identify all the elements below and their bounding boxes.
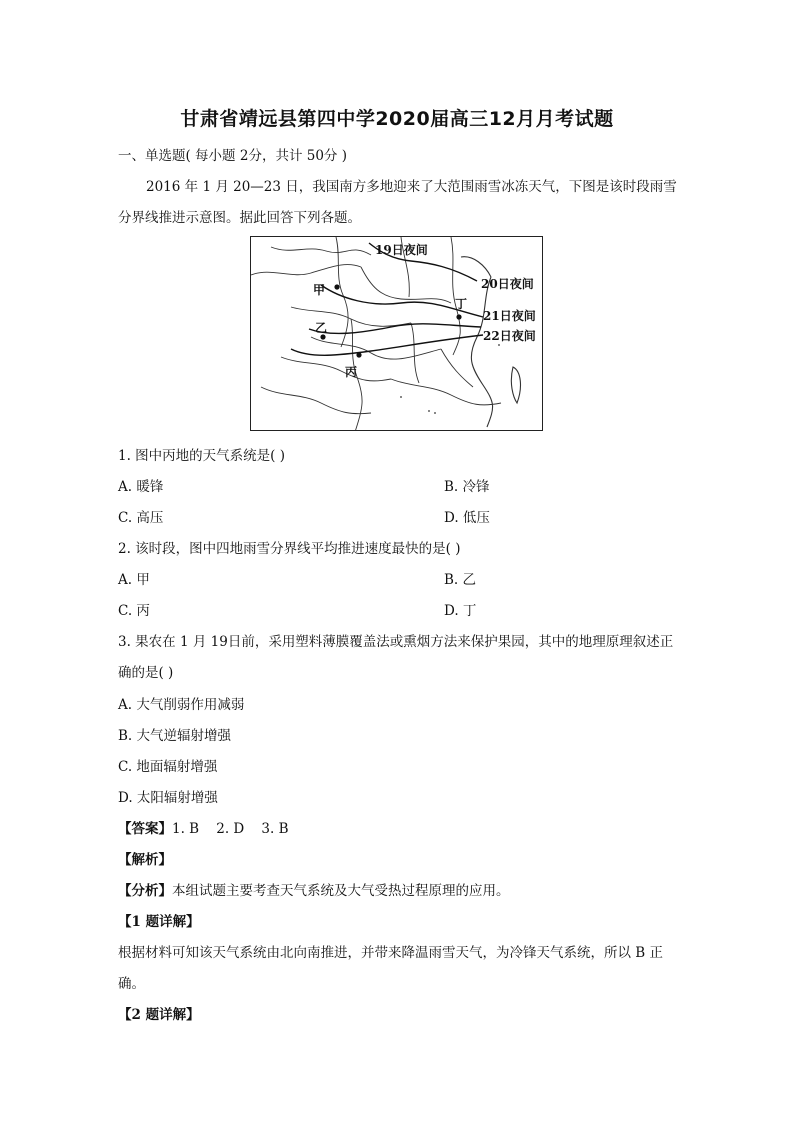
map-label-jia: 甲	[313, 283, 326, 297]
rain-snow-boundary-map	[250, 236, 543, 431]
question-1-option-a: A. 暖锋	[118, 479, 164, 495]
question-3-option-d: D. 太阳辐射增强	[118, 790, 218, 806]
question-3-stem: 3. 果农在 1 月 19日前，采用塑料薄膜覆盖法或熏烟方法来保护果园，其中的地理原理叙述正确的是( )	[118, 634, 674, 681]
map-label-21: 21日夜间	[483, 309, 536, 323]
section-heading: 一、单选题( 每小题 2分，共计 50分 )	[118, 148, 347, 164]
fenxi-tag: 【分析】	[118, 883, 172, 899]
question-2-option-b: B. 乙	[444, 572, 477, 588]
answer-text: 1. B 2. D 3. B	[172, 821, 289, 837]
question-3-option-c: C. 地面辐射增强	[118, 759, 218, 775]
detail-1-heading: 【1 题详解】	[118, 914, 200, 930]
detail-1-text: 根据材料可知该天气系统由北向南推进，并带来降温雨雪天气，为冷锋天气系统，所以 B 正确。	[118, 945, 664, 992]
analysis-heading: 【解析】	[118, 852, 172, 868]
fenxi-text: 本组试题主要考查天气系统及大气受热过程原理的应用。	[172, 883, 510, 899]
fenxi-line	[118, 881, 510, 901]
question-1-stem: 1. 图中丙地的天气系统是( )	[118, 448, 285, 464]
question-3-option-b: B. 大气逆辐射增强	[118, 728, 232, 744]
question-1-option-b: B. 冷锋	[444, 479, 490, 495]
page-title: 甘肃省靖远县第四中学2020届高三12月月考试题	[180, 108, 614, 130]
map-label-19: 19日夜间	[375, 243, 428, 257]
question-2-stem: 2. 该时段，图中四地雨雪分界线平均推进速度最快的是( )	[118, 541, 461, 557]
map-label-20: 20日夜间	[481, 277, 534, 291]
map-label-22: 22日夜间	[483, 329, 536, 343]
map-label-bing: 丙	[345, 365, 358, 379]
question-1-option-d: D. 低压	[444, 510, 490, 526]
intro-paragraph: 2016 年 1 月 20—23 日，我国南方多地迎来了大范围雨雪冰冻天气，下图是该时段雨雪分界线推进示意图。据此回答下列各题。	[118, 179, 677, 226]
answer-line	[118, 819, 289, 839]
question-2-option-a: A. 甲	[118, 572, 150, 588]
question-3-option-a: A. 大气削弱作用减弱	[118, 697, 245, 713]
question-1-option-c: C. 高压	[118, 510, 164, 526]
map-label-ding: 丁	[455, 297, 468, 311]
map-label-yi: 乙	[315, 321, 328, 335]
detail-2-heading: 【2 题详解】	[118, 1007, 200, 1023]
question-2-option-d: D. 丁	[444, 603, 477, 619]
question-2-option-c: C. 丙	[118, 603, 150, 619]
answer-tag: 【答案】	[118, 821, 172, 837]
